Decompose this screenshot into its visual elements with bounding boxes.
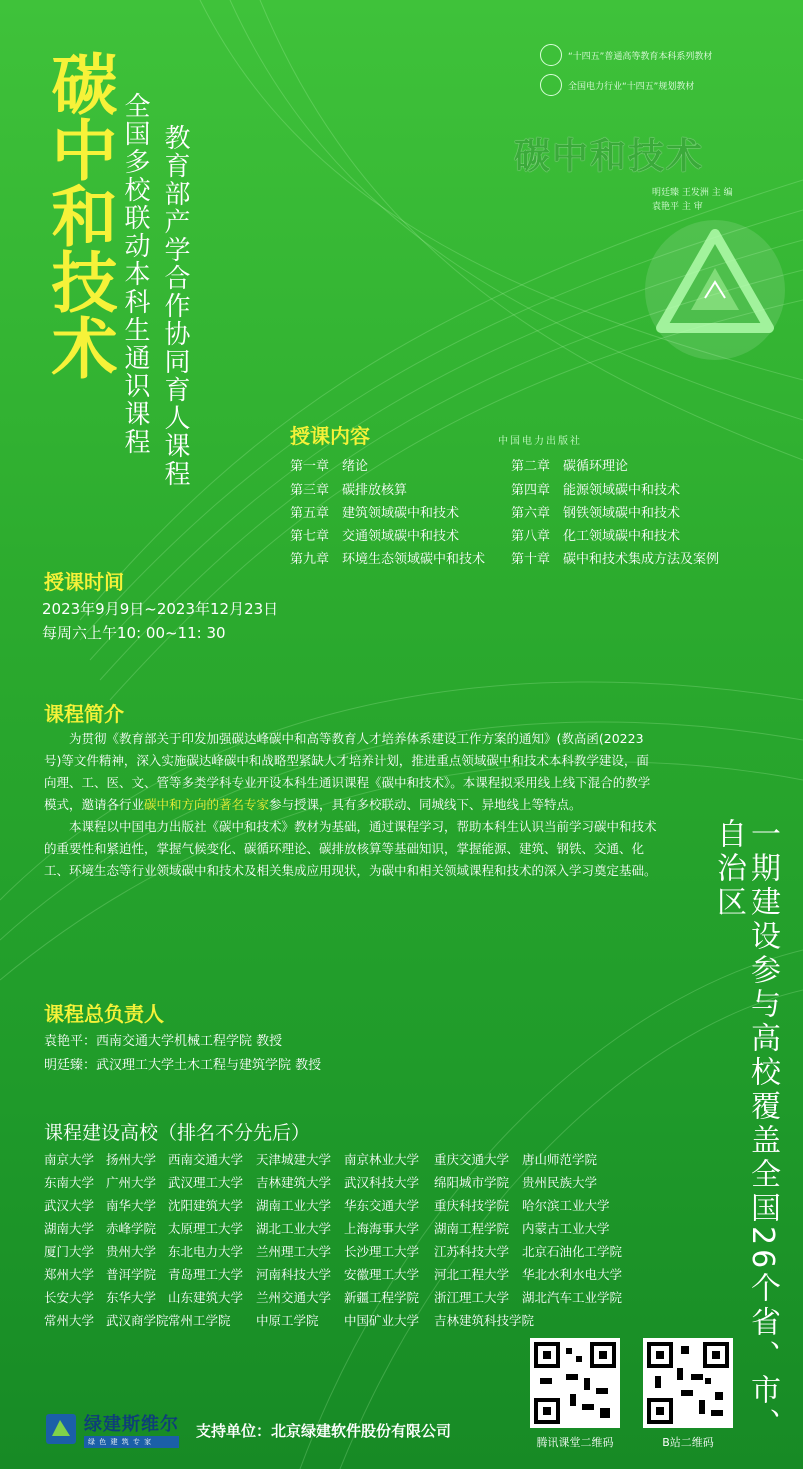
- university-name: 新疆工程学院: [344, 1290, 420, 1305]
- university-name: 重庆科技学院: [434, 1198, 510, 1213]
- intro-paragraph-2: 本课程以中国电力出版社《碳中和技术》教材为基础，通过课程学习，帮助本科生认识当前学习碳中和技术的重要性和紧迫性，掌握气候变化、碳循环理论、碳排放核算等基础知识，掌握能源、建筑、钢铁、交通、化工、环境生态等行业领域碳中和技术及相关集成应用现状，为碳中和相关领域课程和技术的深入学习奠定基础。: [44, 819, 657, 878]
- sponsor-label: 支持单位：北京绿建软件股份有限公司: [196, 1422, 452, 1440]
- badge-icon: [540, 44, 562, 66]
- university-name: 贵州民族大学: [522, 1175, 598, 1190]
- university-name: 贵州大学: [106, 1244, 157, 1259]
- book-badge-1: “十四五”普通高等教育本科系列教材: [568, 51, 713, 62]
- university-name: 南华大学: [106, 1198, 157, 1213]
- university-name: 赤峰学院: [106, 1221, 157, 1236]
- intro-p1-highlight: 碳中和方向的著名专家: [144, 797, 270, 812]
- university-name: 西南交通大学: [168, 1152, 244, 1167]
- intro-heading: 课程简介: [44, 702, 124, 726]
- book-editor-line-1: 明廷臻 王发洲 主 编: [652, 188, 733, 198]
- intro-paragraph-1: [44, 728, 659, 816]
- university-name: 武汉大学: [44, 1198, 95, 1213]
- university-name: 东南大学: [44, 1175, 95, 1190]
- book-badges: [540, 44, 712, 96]
- leader-1: 袁艳平：西南交通大学机械工程学院 教授: [44, 1034, 283, 1049]
- subtitle-national-course: 全国多校联动本科生通识课程: [120, 92, 150, 456]
- schedule-heading: 授课时间: [44, 570, 124, 594]
- chapter-10: 第十章 碳中和技术集成方法及案例: [511, 552, 720, 567]
- chapter-3: 第三章 碳排放核算: [290, 483, 408, 498]
- coverage-text: 一期建设参与高校覆盖全国26个省、市、自治区: [711, 818, 780, 1443]
- university-name: 中国矿业大学: [344, 1313, 420, 1328]
- qr-code-icon: [643, 1338, 733, 1428]
- university-name: 山东建筑大学: [168, 1290, 244, 1305]
- tencent-qr-code[interactable]: [530, 1338, 620, 1428]
- chapter-6: 第六章 钢铁领域碳中和技术: [511, 506, 681, 521]
- university-name: 太原理工大学: [168, 1221, 244, 1236]
- intro-body: [44, 728, 659, 882]
- university-name: 湖南工业大学: [256, 1198, 332, 1213]
- university-name: 东华大学: [106, 1290, 157, 1305]
- university-name: 湖南大学: [44, 1221, 95, 1236]
- university-name: 哈尔滨工业大学: [522, 1198, 610, 1213]
- university-name: 郑州大学: [44, 1267, 95, 1282]
- badge-icon: [540, 74, 562, 96]
- contents-heading: 授课内容: [290, 424, 370, 448]
- university-name: 广州大学: [106, 1175, 157, 1190]
- university-name: 湖北汽车工业学院: [522, 1290, 623, 1305]
- book-editor-line-2: 袁艳平 主 审: [652, 202, 703, 212]
- intro-p1-before: 为贯彻《教育部关于印发加强碳达峰碳中和高等教育人才培养体系建设工作方案的通知》(教高函(20223号)等文件精神，深入实施碳达峰碳中和战略型紧缺人才培养计划，推进重点领域碳中和技术本科教学建设，面向理、工、医、文、管等多类学科专业开设本科生通识课程《碳中和技术》。本课程拟采用线上线下混合的教学模式，邀请各行业: [44, 731, 651, 812]
- university-name: 武汉理工大学: [168, 1175, 244, 1190]
- leaders-heading: 课程总负责人: [44, 1002, 164, 1026]
- university-name: 东北电力大学: [168, 1244, 244, 1259]
- university-name: 上海海事大学: [344, 1221, 420, 1236]
- chapter-8: 第八章 化工领域碳中和技术: [511, 529, 681, 544]
- university-name: 华东交通大学: [344, 1198, 420, 1213]
- book-badge-2: 全国电力行业“十四五”规划教材: [568, 81, 695, 92]
- book-title: 碳中和技术: [514, 136, 705, 177]
- chapter-2: 第二章 碳循环理论: [511, 459, 629, 474]
- sponsor-logo-tagline: 绿 色 建 筑 专 家: [84, 1436, 179, 1448]
- university-name: 湖南工程学院: [434, 1221, 510, 1236]
- schedule-weekly: 每周六上午10: 00~11: 30: [42, 624, 226, 642]
- university-name: 长安大学: [44, 1290, 95, 1305]
- university-name: 唐山师范学院: [522, 1152, 598, 1167]
- university-name: 兰州交通大学: [256, 1290, 332, 1305]
- university-name: 浙江理工大学: [434, 1290, 510, 1305]
- chapter-4: 第四章 能源领域碳中和技术: [511, 483, 681, 498]
- book-editors: [652, 186, 733, 214]
- sponsor-logo-icon: [44, 1412, 78, 1446]
- university-name: 吉林建筑科技学院: [434, 1313, 535, 1328]
- bilibili-qr-code[interactable]: [643, 1338, 733, 1428]
- university-name: 青岛理工大学: [168, 1267, 244, 1282]
- bilibili-qr-label: B站二维码: [662, 1436, 714, 1449]
- university-name: 河南科技大学: [256, 1267, 332, 1282]
- main-title: 碳中和技术: [40, 50, 117, 380]
- university-name: 安徽理工大学: [344, 1267, 420, 1282]
- tencent-qr-label: 腾讯课堂二维码: [536, 1436, 614, 1449]
- university-name: 江苏科技大学: [434, 1244, 510, 1259]
- university-name: 湖北工业大学: [256, 1221, 332, 1236]
- recycle-icon: [655, 228, 775, 338]
- university-name: 内蒙古工业大学: [522, 1221, 610, 1236]
- university-name: 武汉科技大学: [344, 1175, 420, 1190]
- intro-p1-after: 参与授课，具有多校联动、同城线下、异地线上等特点。: [269, 797, 582, 812]
- chapter-1: 第一章 绪论: [290, 459, 369, 474]
- university-name: 扬州大学: [106, 1152, 157, 1167]
- qr-code-icon: [530, 1338, 620, 1428]
- leader-2: 明廷臻：武汉理工大学土木工程与建筑学院 教授: [44, 1058, 322, 1073]
- sponsor-logo-text: 绿建斯维尔: [84, 1414, 179, 1435]
- university-name: 中原工学院: [256, 1313, 319, 1328]
- university-name: 河北工程大学: [434, 1267, 510, 1282]
- university-name: 普洱学院: [106, 1267, 157, 1282]
- chapter-5: 第五章 建筑领域碳中和技术: [290, 506, 460, 521]
- subtitle-moe-course: 教育部产学合作协同育人课程: [160, 124, 190, 488]
- university-name: 北京石油化工学院: [522, 1244, 623, 1259]
- university-name: 长沙理工大学: [344, 1244, 420, 1259]
- university-name: 常州工学院: [168, 1313, 231, 1328]
- chapter-7: 第七章 交通领域碳中和技术: [290, 529, 460, 544]
- universities-heading: 课程建设高校（排名不分先后）: [44, 1122, 311, 1144]
- university-name: 吉林建筑大学: [256, 1175, 332, 1190]
- university-name: 厦门大学: [44, 1244, 95, 1259]
- university-name: 重庆交通大学: [434, 1152, 510, 1167]
- university-name: 沈阳建筑大学: [168, 1198, 244, 1213]
- university-name: 武汉商学院: [106, 1313, 169, 1328]
- university-name: 天津城建大学: [256, 1152, 332, 1167]
- university-name: 兰州理工大学: [256, 1244, 332, 1259]
- publisher-name: 中国电力出版社: [498, 436, 582, 447]
- chapter-9: 第九章 环境生态领域碳中和技术: [290, 552, 486, 567]
- sponsor-logo: [44, 1410, 179, 1448]
- university-name: 南京林业大学: [344, 1152, 420, 1167]
- university-name: 绵阳城市学院: [434, 1175, 510, 1190]
- university-name: 南京大学: [44, 1152, 95, 1167]
- schedule-date-range: 2023年9月9日~2023年12月23日: [42, 600, 279, 618]
- university-name: 常州大学: [44, 1313, 95, 1328]
- university-name: 华北水利水电大学: [522, 1267, 623, 1282]
